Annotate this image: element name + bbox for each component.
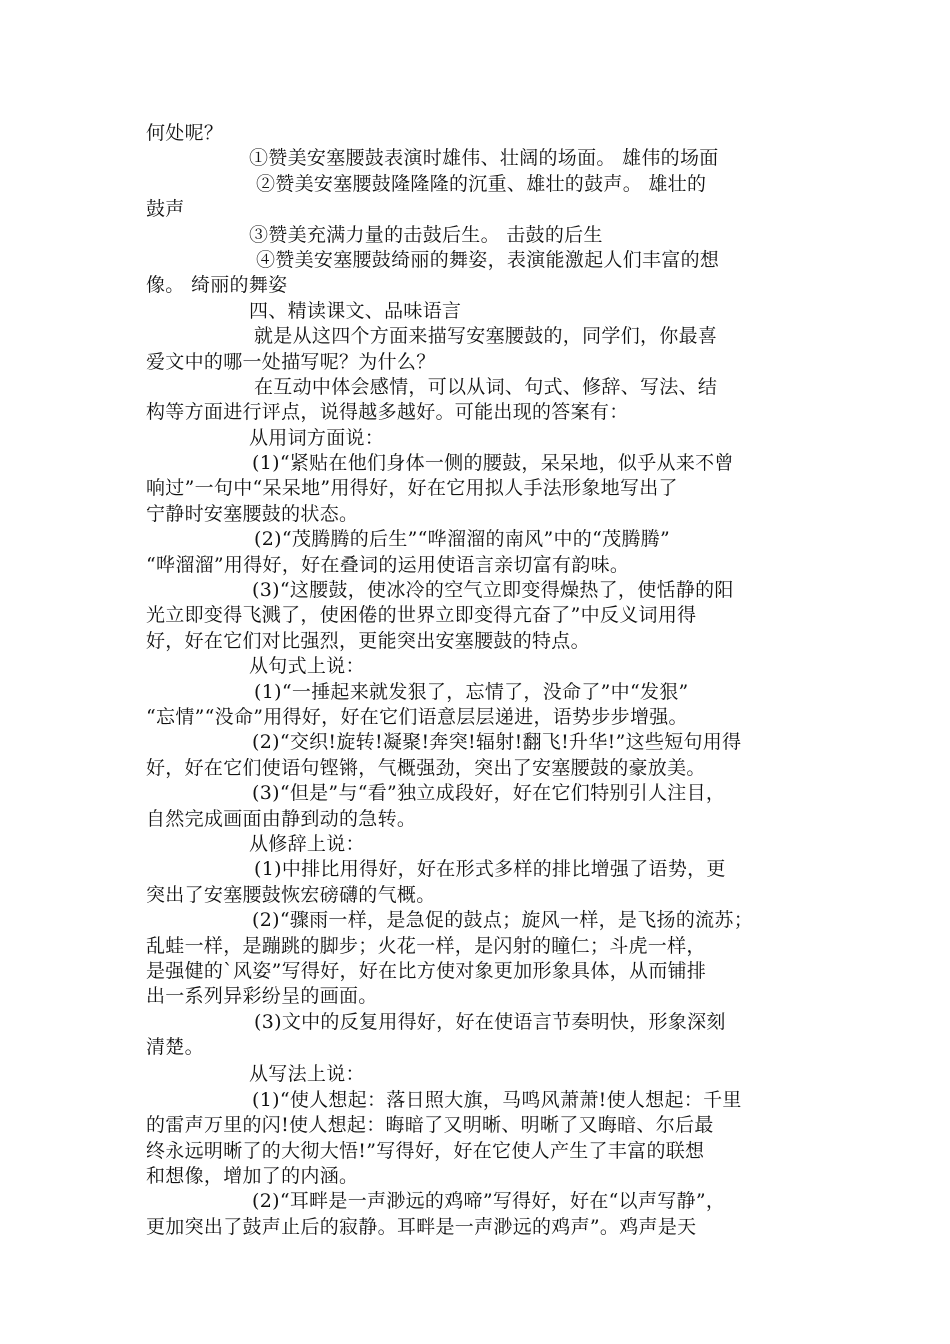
text-line: 像。 绮丽的舞姿 <box>146 274 288 297</box>
text-line: 乱蛙一样，是蹦跳的脚步；火花一样，是闪射的瞳仁；斗虎一样， <box>146 934 706 957</box>
text-line: ③赞美充满力量的击鼓后生。 击鼓的后生 <box>249 223 603 246</box>
document-body <box>146 121 808 1240</box>
text-line: ④赞美安塞腰鼓绮丽的舞姿，表演能激起人们丰富的想 <box>256 248 720 271</box>
text-line: 的雷声万里的闪!使人想起：晦暗了又明晰、明晰了又晦暗、尔后最 <box>146 1114 714 1137</box>
text-line: 爱文中的哪一处描写呢？为什么？ <box>146 350 436 373</box>
text-line: “忘情”“没命”用得好，好在它们语意层层递进，语势步步增强。 <box>146 705 688 728</box>
text-line: 终永远明晰了的大彻大悟!”写得好，好在它使人产生了丰富的联想 <box>146 1139 705 1162</box>
text-line: 好，好在它们使语句铿锵，气概强劲，突出了安塞腰鼓的豪放美。 <box>146 756 706 779</box>
text-line: 清楚。 <box>146 1036 204 1059</box>
text-line: (3)文中的反复用得好，好在使语言节奏明快，形象深刻 <box>254 1010 726 1033</box>
text-line: (2)“骤雨一样，是急促的鼓点；旋风一样，是飞扬的流苏； <box>252 909 754 932</box>
text-line: 在互动中体会感情，可以从词、句式、修辞、写法、结 <box>254 375 718 398</box>
text-line: (2)“交织!旋转!凝聚!奔突!辐射!翻飞!升华!”这些短句用得 <box>252 731 742 754</box>
text-line: 鼓声 <box>146 198 185 221</box>
text-line: 和想像，增加了的内涵。 <box>146 1165 359 1188</box>
text-line: (1)“使人想起：落日照大旗，马鸣风萧萧!使人想起：千里 <box>252 1088 742 1111</box>
text-line: 出一系列异彩纷呈的画面。 <box>146 985 378 1008</box>
text-line: 自然完成画面由静到动的急转。 <box>146 807 417 830</box>
text-line: 更加突出了鼓声止后的寂静。耳畔是一声渺远的鸡声”。鸡声是天 <box>146 1215 697 1238</box>
text-line: (3)“这腰鼓，使冰冷的空气立即变得燥热了，使恬静的阳 <box>252 579 734 602</box>
section-heading: 四、精读课文、品味语言 <box>249 299 462 322</box>
text-line: 响过”一句中“呆呆地”用得好，好在它用拟人手法形象地写出了 <box>146 477 678 500</box>
text-line: ①赞美安塞腰鼓表演时雄伟、壮阔的场面。 雄伟的场面 <box>249 147 719 170</box>
text-line: (1)“紧贴在他们身体一侧的腰鼓，呆呆地，似乎从来不曾 <box>252 452 734 475</box>
text-line: 好，好在它们对比强烈，更能突出安塞腰鼓的特点。 <box>146 629 590 652</box>
text-line: (1)“一捶起来就发狠了，忘情了，没命了”中“发狠” <box>254 680 689 703</box>
subheading-sentence: 从句式上说： <box>249 655 365 678</box>
text-line: 就是从这四个方面来描写安塞腰鼓的，同学们，你最喜 <box>254 325 718 348</box>
subheading-rhetoric: 从修辞上说： <box>249 832 365 855</box>
text-line: 是强健的`风姿”写得好，好在比方使对象更加形象具体，从而铺排 <box>146 959 707 982</box>
subheading-technique: 从写法上说： <box>249 1063 365 1086</box>
text-line: “哗溜溜”用得好，好在叠词的运用使语言亲切富有韵味。 <box>146 553 630 576</box>
text-line: 何处呢？ <box>146 122 224 144</box>
text-line: 宁静时安塞腰鼓的状态。 <box>146 502 359 525</box>
subheading-wording: 从用词方面说： <box>249 426 385 449</box>
text-line: (2)“茂腾腾的后生”“哗溜溜的南风”中的“茂腾腾” <box>254 528 670 551</box>
text-line: ②赞美安塞腰鼓隆隆隆的沉重、雄壮的鼓声。 雄壮的 <box>256 172 707 195</box>
text-line: (2)“耳畔是一声渺远的鸡啼”写得好，好在“以声写静”， <box>252 1190 726 1213</box>
text-line: 光立即变得飞溅了，使困倦的世界立即变得亢奋了”中反义词用得 <box>146 604 697 627</box>
text-line: (3)“但是”与“看”独立成段好，好在它们特别引人注目， <box>252 782 726 805</box>
text-line: (1)中排比用得好，好在形式多样的排比增强了语势，更 <box>254 858 726 881</box>
text-line: 突出了安塞腰鼓恢宏磅礴的气概。 <box>146 883 436 906</box>
text-line: 构等方面进行评点，说得越多越好。可能出现的答案有： <box>146 401 629 424</box>
